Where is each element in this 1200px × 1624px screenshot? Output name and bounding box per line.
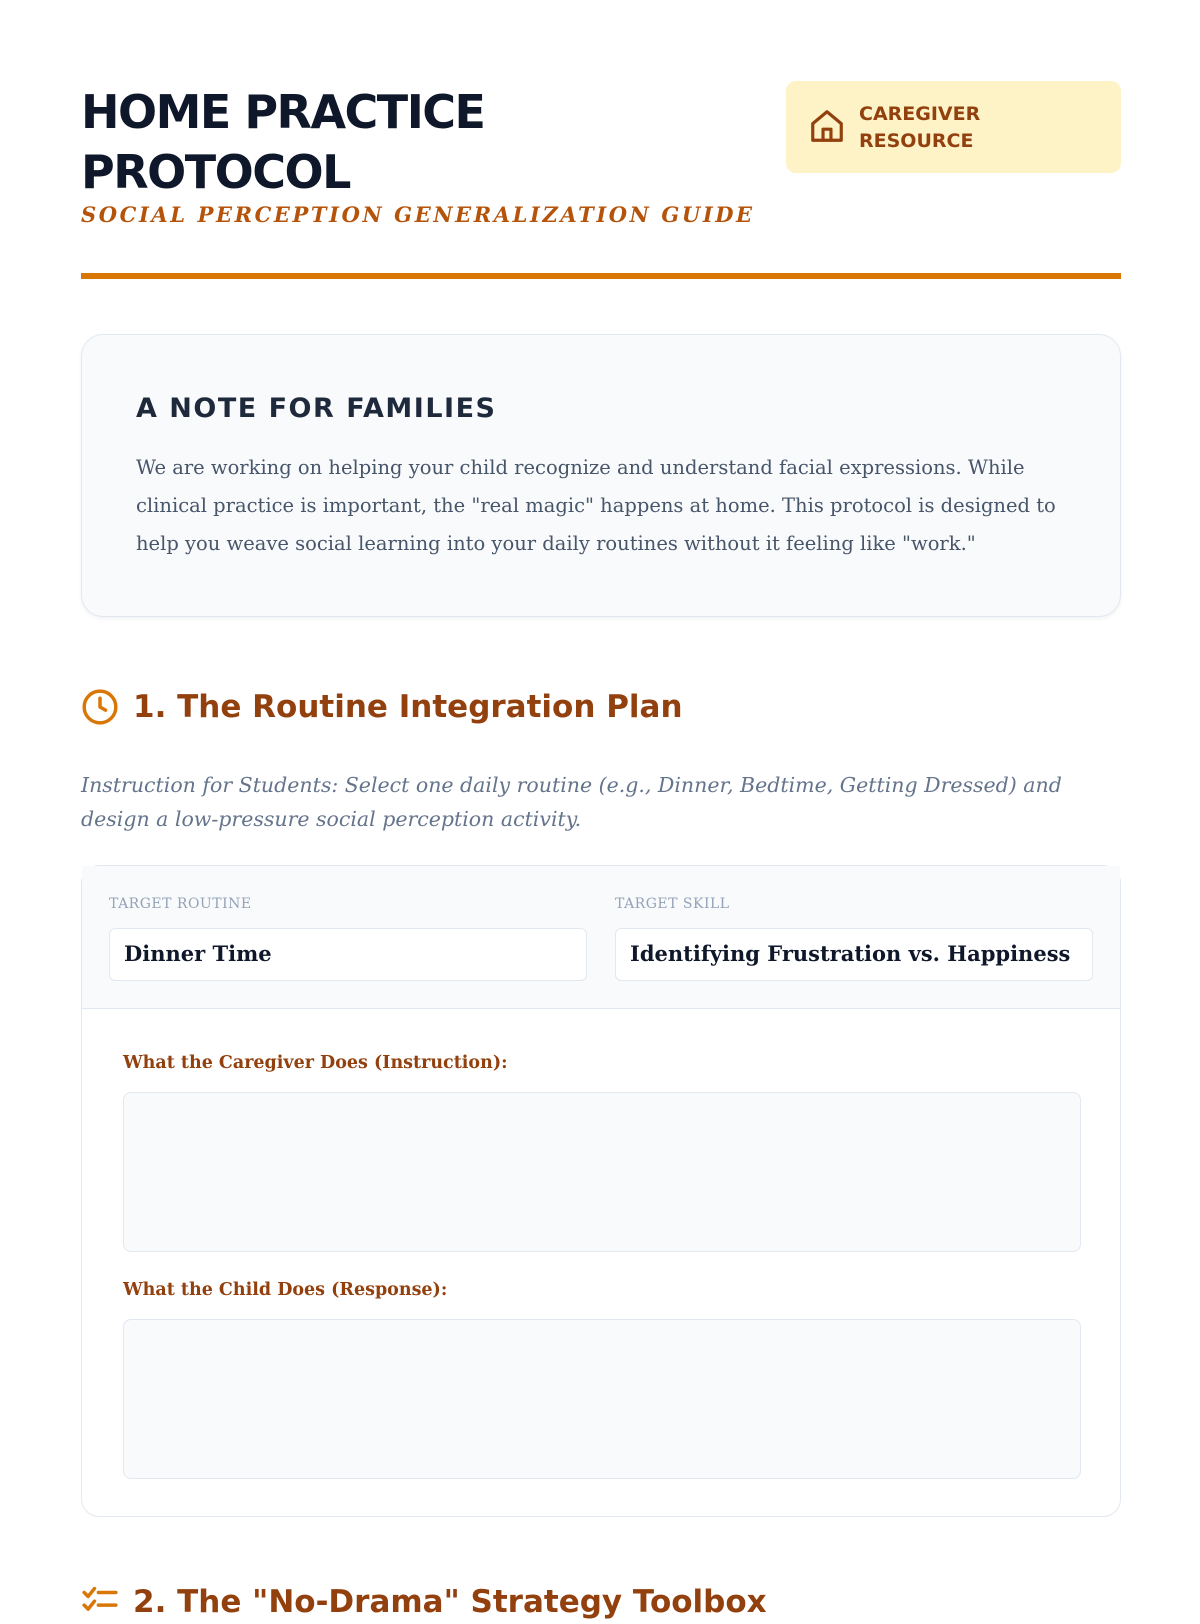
checklist-icon: [81, 1583, 119, 1621]
routine-plan-card: [81, 865, 1121, 1517]
child-response-label: What the Child Does (Response):: [123, 1280, 448, 1300]
note-title: A NOTE FOR FAMILIES: [136, 393, 497, 424]
section-1-heading: [81, 685, 1121, 729]
section-1-instruction: Instruction for Students: Select one daily routine (e.g., Dinner, Bedtime, Getting Dressed) and design a low-pressure social perception activity.: [81, 773, 1062, 831]
note-card: [81, 334, 1121, 617]
target-routine-input[interactable]: Dinner Time: [109, 928, 587, 981]
home-icon: [808, 107, 846, 145]
caregiver-instruction-label: What the Caregiver Does (Instruction):: [123, 1053, 508, 1073]
note-body: We are working on helping your child recognize and understand facial expressions. While clinical practice is important, the "real magic" happens at home. This protocol is designed to help you weave social learning into your daily routines without it feeling like "work.": [136, 456, 1056, 555]
header-divider: [81, 273, 1121, 279]
target-skill-input[interactable]: Identifying Frustration vs. Happiness: [615, 928, 1093, 981]
target-skill-label: TARGET SKILL: [615, 896, 730, 912]
section-1-title: 1. The Routine Integration Plan: [133, 689, 683, 725]
plan-targets: [82, 866, 1120, 1009]
child-response-textarea[interactable]: [123, 1319, 1081, 1479]
page-subtitle: SOCIAL PERCEPTION GENERALIZATION GUIDE: [81, 202, 755, 227]
section-2-heading: [81, 1580, 1121, 1624]
target-routine-label: TARGET ROUTINE: [109, 896, 252, 912]
clock-icon: [81, 688, 119, 726]
caregiver-resource-badge: [786, 81, 1121, 173]
caregiver-instruction-textarea[interactable]: [123, 1092, 1081, 1252]
section-2-title: 2. The "No-Drama" Strategy Toolbox: [133, 1584, 767, 1620]
page: [81, 0, 1121, 1620]
page-title: HOME PRACTICE PROTOCOL: [81, 85, 485, 199]
badge-label: CAREGIVER RESOURCE: [859, 103, 981, 152]
